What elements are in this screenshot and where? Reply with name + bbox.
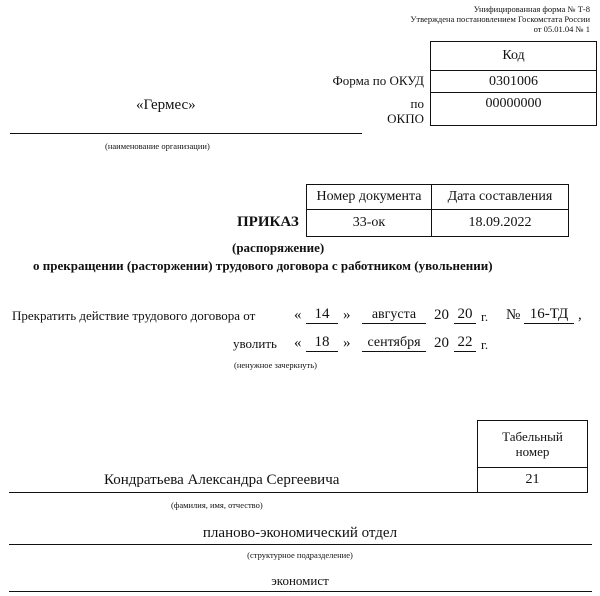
number-sign: № [506, 307, 521, 323]
strike-caption: (ненужное зачеркнуть) [234, 360, 317, 370]
department-caption: (структурное подразделение) [247, 550, 353, 560]
dismiss-year-prefix: 20 [434, 335, 449, 351]
organization-name: «Гермес» [136, 97, 196, 113]
year-abbr-2: г. [481, 337, 489, 352]
doc-number-value: 33-ок [307, 210, 432, 237]
contract-month: августа [362, 306, 426, 324]
doc-date-header: Дата составления [432, 185, 569, 210]
quote-close-1: » [343, 307, 351, 323]
terminate-label: Прекратить действие трудового договора от [12, 308, 256, 323]
tab-number-table [477, 420, 588, 493]
department-line [9, 544, 592, 545]
document-description: о прекращении (расторжении) трудового договора с работником (увольнении) [33, 258, 493, 273]
form-approval-line: Утверждена постановлением Госкомстата России [410, 14, 590, 24]
quote-close-2: » [343, 335, 351, 351]
document-subtitle: (распоряжение) [232, 240, 325, 255]
dismiss-month: сентября [362, 334, 426, 352]
quote-open-2: « [294, 335, 302, 351]
dismiss-year-suffix: 22 [454, 334, 476, 352]
year-abbr-1: г. [481, 309, 489, 324]
position-name: экономист [271, 573, 329, 588]
tab-number-header-line2: номер [515, 444, 550, 459]
code-header-cell: Код [431, 42, 597, 71]
organization-caption: (наименование организации) [105, 141, 210, 151]
dismiss-day: 18 [306, 334, 338, 352]
position-line [9, 591, 592, 592]
form-header [410, 4, 590, 34]
form-date-line: от 05.01.04 № 1 [533, 24, 590, 34]
codes-table [430, 41, 597, 126]
doc-number-header: Номер документа [307, 185, 432, 210]
tab-number-value: 21 [478, 468, 588, 493]
doc-date-value: 18.09.2022 [432, 210, 569, 237]
employee-name-line [9, 492, 477, 493]
document-table [306, 184, 569, 237]
employee-name-caption: (фамилия, имя, отчество) [171, 500, 263, 510]
organization-line [10, 133, 362, 134]
tab-number-header-line1: Табельный [502, 429, 563, 444]
okpo-value-cell: 00000000 [431, 93, 597, 126]
contract-year-prefix: 20 [434, 307, 449, 323]
contract-day: 14 [306, 306, 338, 324]
dismiss-label: уволить [233, 336, 277, 351]
tab-number-header [478, 421, 588, 468]
okpo-label-line1: по [410, 96, 424, 111]
okud-label: Форма по ОКУД [332, 73, 424, 88]
contract-year-suffix: 20 [454, 306, 476, 324]
okud-value-cell: 0301006 [431, 71, 597, 93]
document-title: ПРИКАЗ [237, 214, 299, 230]
okpo-label-line2: ОКПО [387, 111, 424, 126]
department-name: планово-экономический отдел [202, 525, 398, 541]
okpo-label [387, 96, 424, 126]
contract-number: 16-ТД [524, 306, 574, 324]
comma: , [578, 307, 582, 323]
employee-name: Кондратьева Александра Сергеевича [104, 472, 340, 488]
quote-open-1: « [294, 307, 302, 323]
form-number-line: Унифицированная форма № Т-8 [473, 4, 590, 14]
